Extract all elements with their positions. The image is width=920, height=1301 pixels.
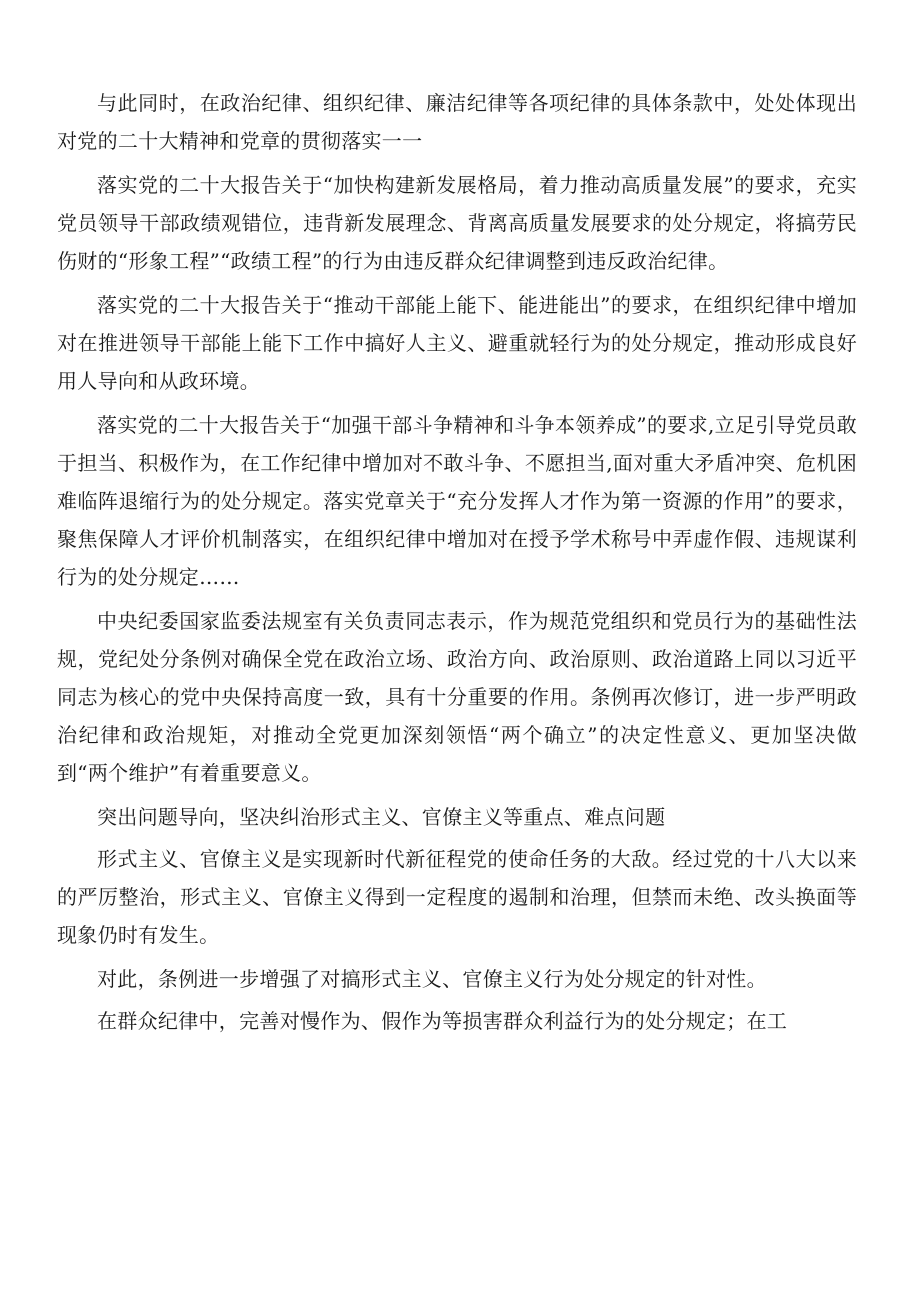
paragraph: 中央纪委国家监委法规室有关负责同志表示，作为规范党组织和党员行为的基础性法规，党纪处分条例对确保全党在政治立场、政治方向、政治原则、政治道路上同以习近平同志为核心的党中央保持高度一致，具有十分重要的作用。条例再次修订，进一步严明政治纪律和政治规矩，对推动全党更加深刻领悟“两个确立”的决定性意义、更加坚决做到“两个维护”有着重要意义。 xyxy=(57,609,857,785)
paragraph: 对此，条例进一步增强了对搞形式主义、官僚主义行为处分规定的针对性。 xyxy=(97,967,767,991)
paragraph: 形式主义、官僚主义是实现新时代新征程党的使命任务的大敌。经过党的十八大以来的严厉整治，形式主义、官僚主义得到一定程度的遏制和治理，但禁而未绝、改头换面等现象仍时有发生。 xyxy=(57,847,857,947)
document-body xyxy=(57,84,857,1046)
paragraph: 在群众纪律中，完善对慢作为、假作为等损害群众利益行为的处分规定；在工 xyxy=(97,1009,788,1033)
paragraph: 与此同时，在政治纪律、组织纪律、廉洁纪律等各项纪律的具体条款中，处处体现出对党的二十大精神和党章的贯彻落实一一 xyxy=(57,91,857,153)
paragraph: 落实党的二十大报告关于“加强干部斗争精神和斗争本领养成”的要求,立足引导党员敢于担当、积极作为，在工作纪律中增加对不敢斗争、不愿担当,面对重大矛盾冲突、危机困难临阵退缩行为的处分规定。落实党章关于“充分发挥人才作为第一资源的作用”的要求，聚焦保障人才评价机制落实，在组织纪律中增加对在授予学术称号中弄虚作假、违规谋利行为的处分规定…… xyxy=(57,413,857,589)
paragraph: 落实党的二十大报告关于“推动干部能上能下、能进能出”的要求，在组织纪律中增加对在推进领导干部能上能下工作中搞好人主义、避重就轻行为的处分规定，推动形成良好用人导向和从政环境。 xyxy=(57,293,857,393)
paragraph: 落实党的二十大报告关于“加快构建新发展格局，着力推动高质量发展”的要求，充实党员领导干部政绩观错位，违背新发展理念、背离高质量发展要求的处分规定，将搞劳民伤财的“形象工程”“政绩工程”的行为由违反群众纪律调整到违反政治纪律。 xyxy=(57,173,857,273)
section-heading: 突出问题导向，坚决纠治形式主义、官僚主义等重点、难点问题 xyxy=(97,805,666,829)
